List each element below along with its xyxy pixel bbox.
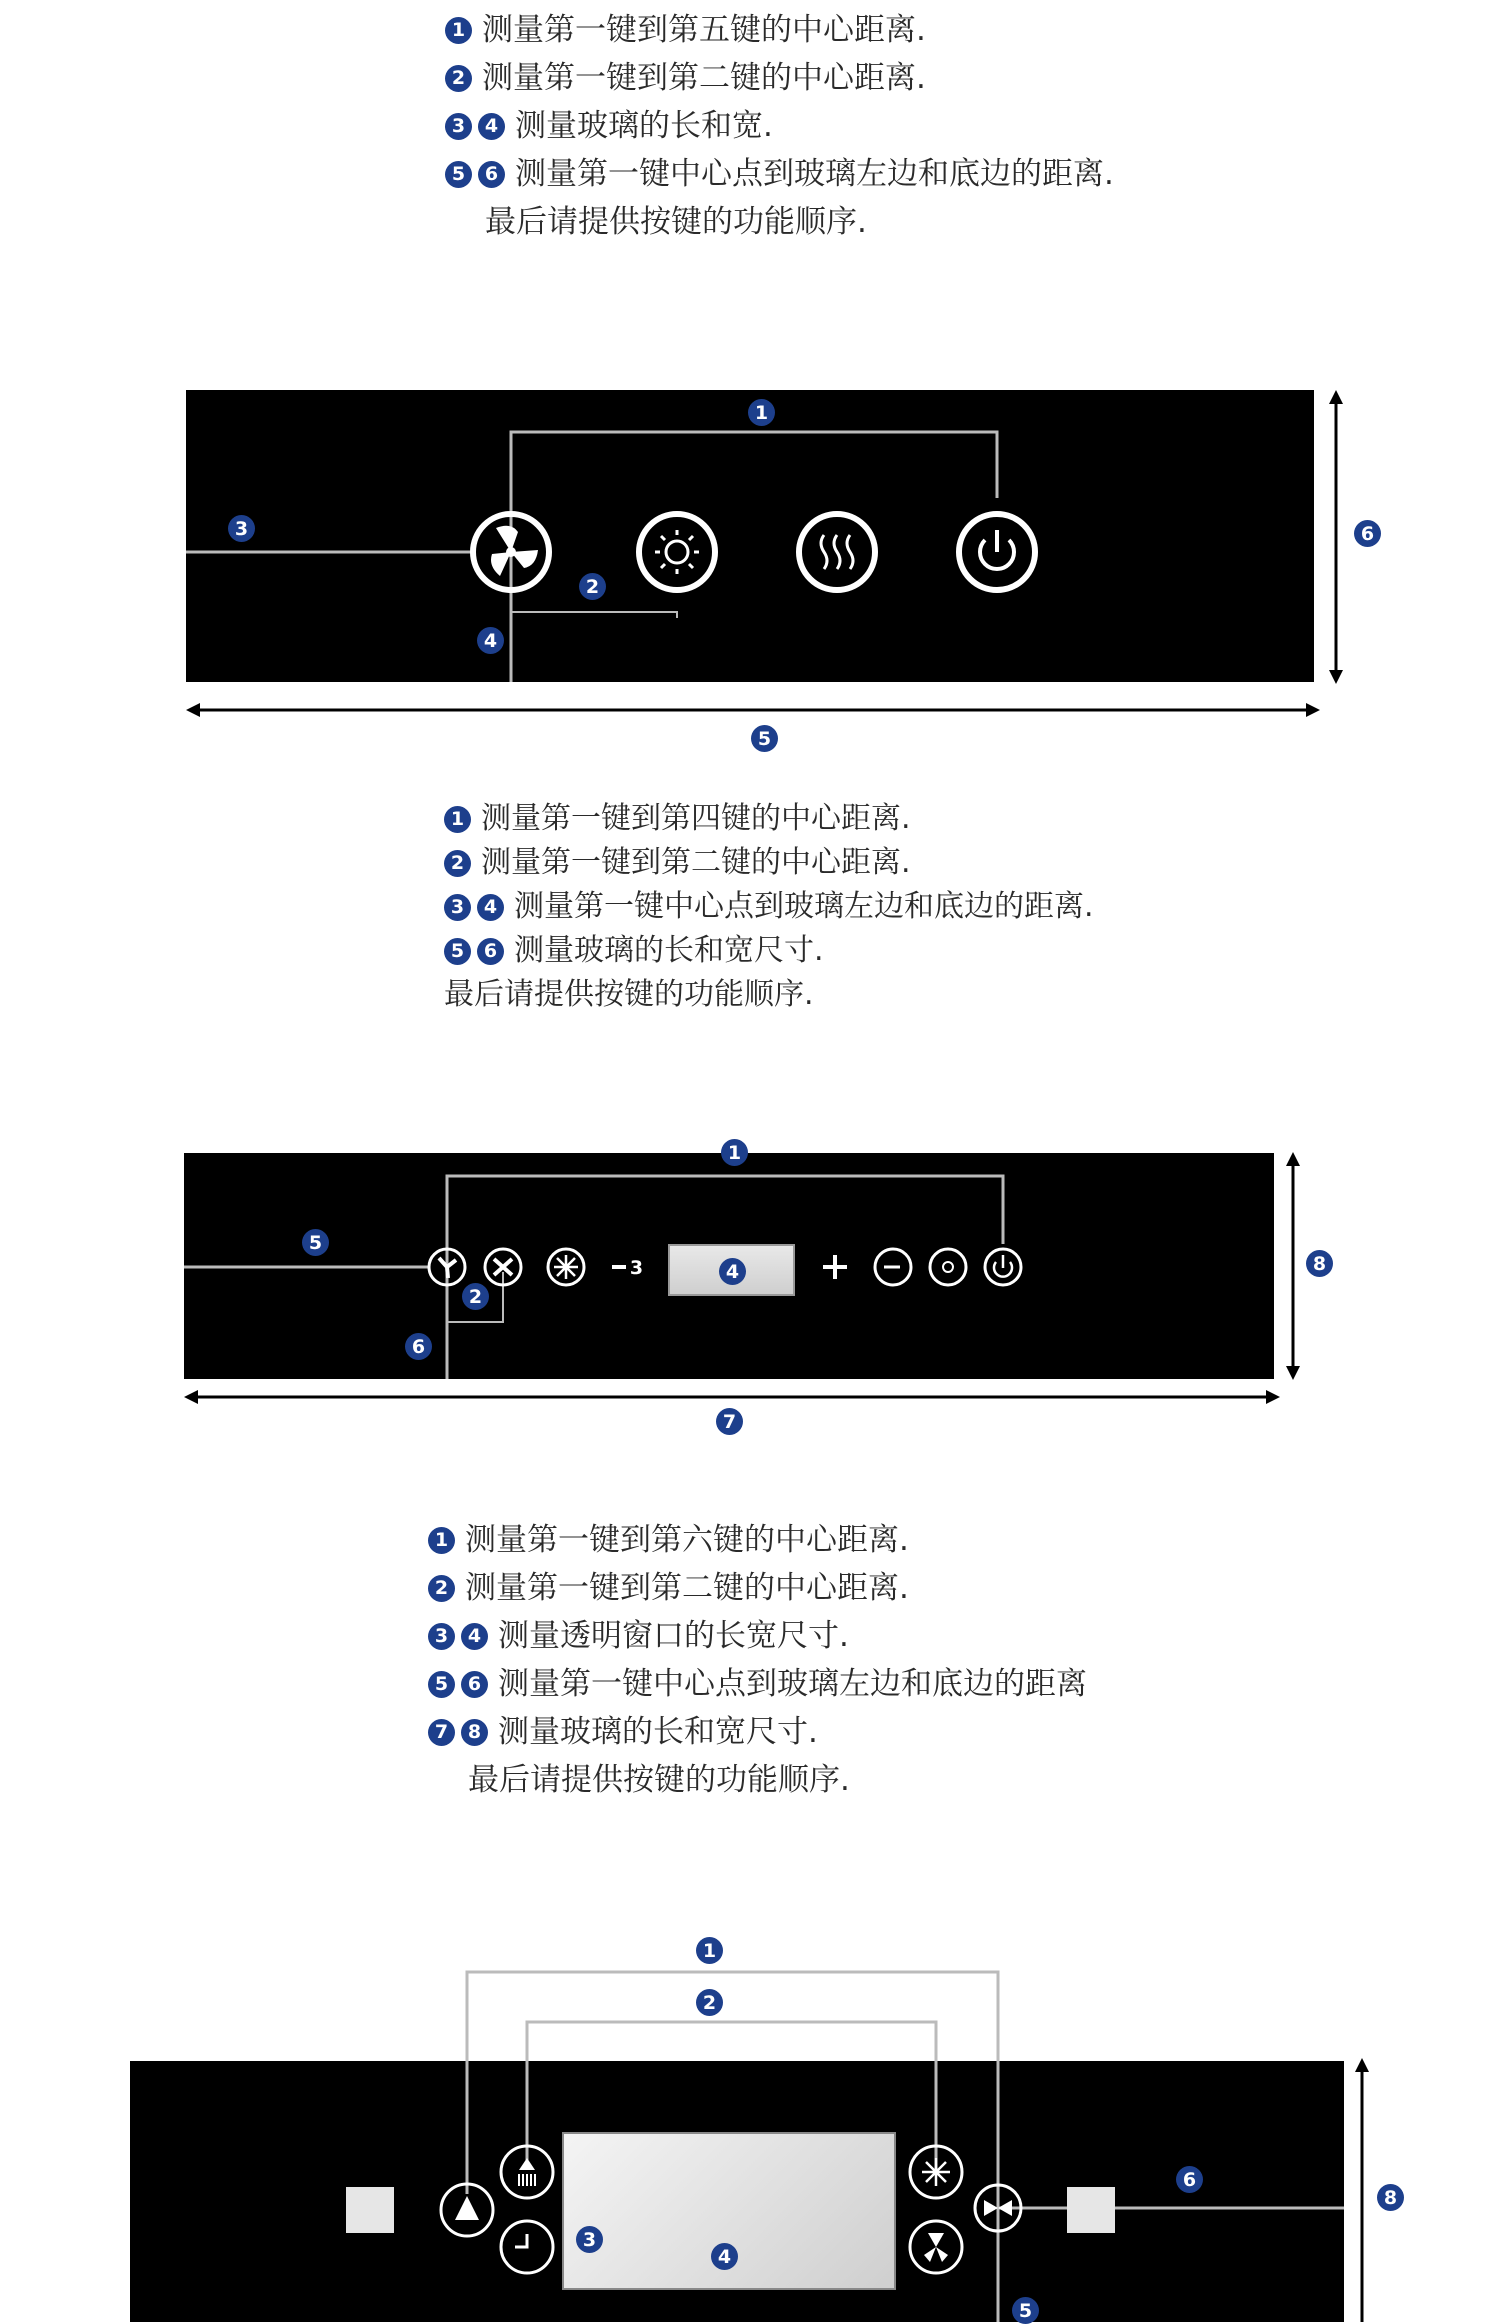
label-6: 6 bbox=[1176, 2166, 1203, 2193]
instruction-footer bbox=[444, 973, 1094, 1017]
power-icon[interactable] bbox=[985, 1249, 1021, 1285]
instruction-line bbox=[428, 1708, 1087, 1756]
footer-text: 最后请提供按键的功能顺序. bbox=[444, 977, 814, 1012]
panel-2-annotations bbox=[0, 1140, 1500, 1470]
number-badge: 2 bbox=[444, 850, 471, 877]
instruction-line bbox=[428, 1564, 1087, 1612]
label-4: 4 bbox=[711, 2243, 738, 2270]
instruction-text: 测量透明窗口的长宽尺寸. bbox=[498, 1618, 849, 1654]
fan-icon[interactable] bbox=[910, 2221, 962, 2273]
number-badge: 4 bbox=[461, 1623, 488, 1650]
circle-icon[interactable] bbox=[930, 1249, 966, 1285]
instruction-text: 测量玻璃的长和宽. bbox=[515, 108, 773, 144]
instruction-text: 测量第一键到第二键的中心距离. bbox=[482, 60, 926, 96]
number-badge: 3 bbox=[428, 1623, 455, 1650]
instruction-line bbox=[444, 841, 1094, 885]
instruction-line bbox=[445, 6, 1114, 54]
instruction-text: 测量第一键到第二键的中心距离. bbox=[481, 845, 911, 880]
timer-icon[interactable] bbox=[875, 1249, 911, 1285]
number-badge: 6 bbox=[477, 938, 504, 965]
instruction-text: 测量第一键到第六键的中心距离. bbox=[465, 1522, 909, 1558]
footer-text: 最后请提供按键的功能顺序. bbox=[468, 1762, 850, 1798]
number-badge: 2 bbox=[428, 1575, 455, 1602]
label-2: 2 bbox=[696, 1989, 723, 2016]
number-badge: 7 bbox=[428, 1719, 455, 1746]
number-badge: 4 bbox=[477, 894, 504, 921]
number-badge: 6 bbox=[478, 161, 505, 188]
label-5: 5 bbox=[302, 1229, 329, 1256]
instruction-line bbox=[445, 54, 1114, 102]
instruction-text: 测量第一键到第五键的中心距离. bbox=[482, 12, 926, 48]
label-3: 3 bbox=[629, 1256, 644, 1279]
label-8: 8 bbox=[1377, 2184, 1404, 2211]
number-badge: 1 bbox=[428, 1527, 455, 1554]
instruction-text: 测量玻璃的长和宽尺寸. bbox=[498, 1714, 818, 1750]
instruction-line bbox=[428, 1516, 1087, 1564]
number-badge: 5 bbox=[445, 161, 472, 188]
number-badge: 3 bbox=[445, 113, 472, 140]
label-1: 1 bbox=[696, 1937, 723, 1964]
instruction-text: 测量第一键到第四键的中心距离. bbox=[481, 801, 911, 836]
number-badge: 5 bbox=[444, 938, 471, 965]
number-badge: 6 bbox=[461, 1671, 488, 1698]
instructions-3 bbox=[428, 1516, 1087, 1804]
number-badge: 5 bbox=[428, 1671, 455, 1698]
instructions-2 bbox=[444, 797, 1094, 1017]
instruction-text: 测量第一键中心点到玻璃左边和底边的距离 bbox=[498, 1666, 1087, 1702]
label-4: 4 bbox=[719, 1258, 746, 1285]
label-8: 8 bbox=[1306, 1250, 1333, 1277]
label-6: 6 bbox=[405, 1333, 432, 1360]
label-6: 6 bbox=[1354, 520, 1381, 547]
plus-icon[interactable] bbox=[823, 1255, 847, 1279]
instruction-text: 测量玻璃的长和宽尺寸. bbox=[514, 933, 824, 968]
number-badge: 2 bbox=[445, 65, 472, 92]
number-badge: 1 bbox=[445, 17, 472, 44]
number-badge: 8 bbox=[461, 1719, 488, 1746]
instruction-line bbox=[428, 1612, 1087, 1660]
instruction-text: 测量第一键中心点到玻璃左边和底边的距离. bbox=[514, 889, 1094, 924]
instruction-line bbox=[445, 150, 1114, 198]
label-2: 2 bbox=[462, 1283, 489, 1310]
label-1: 1 bbox=[721, 1139, 748, 1166]
number-badge: 3 bbox=[444, 894, 471, 921]
footer-text: 最后请提供按键的功能顺序. bbox=[485, 204, 867, 240]
label-5: 5 bbox=[1012, 2297, 1039, 2324]
instruction-line bbox=[445, 102, 1114, 150]
instruction-line bbox=[428, 1660, 1087, 1708]
instruction-line bbox=[444, 929, 1094, 973]
instruction-text: 测量第一键到第二键的中心距离. bbox=[465, 1570, 909, 1606]
label-4: 4 bbox=[477, 627, 504, 654]
power-icon[interactable] bbox=[959, 514, 1035, 590]
panel-1-annotations bbox=[0, 380, 1500, 760]
instruction-line bbox=[444, 885, 1094, 929]
clock-icon[interactable] bbox=[501, 2221, 553, 2273]
instruction-line bbox=[444, 797, 1094, 841]
label-2: 2 bbox=[579, 573, 606, 600]
sensor-square-left bbox=[346, 2187, 394, 2233]
label-3: 3 bbox=[576, 2226, 603, 2253]
label-7: 7 bbox=[716, 1408, 743, 1435]
number-badge: 4 bbox=[478, 113, 505, 140]
light-icon[interactable] bbox=[548, 1249, 584, 1285]
instruction-footer bbox=[428, 1756, 1087, 1804]
instruction-footer bbox=[445, 198, 1114, 246]
number-badge: 1 bbox=[444, 806, 471, 833]
light-icon[interactable] bbox=[639, 514, 715, 590]
label-1: 1 bbox=[748, 399, 775, 426]
instruction-text: 测量第一键中心点到玻璃左边和底边的距离. bbox=[515, 156, 1114, 192]
sensor-square-right bbox=[1067, 2187, 1115, 2233]
instructions-1 bbox=[445, 6, 1114, 246]
label-3: 3 bbox=[228, 515, 255, 542]
heat-icon[interactable] bbox=[799, 514, 875, 590]
label-5: 5 bbox=[751, 725, 778, 752]
